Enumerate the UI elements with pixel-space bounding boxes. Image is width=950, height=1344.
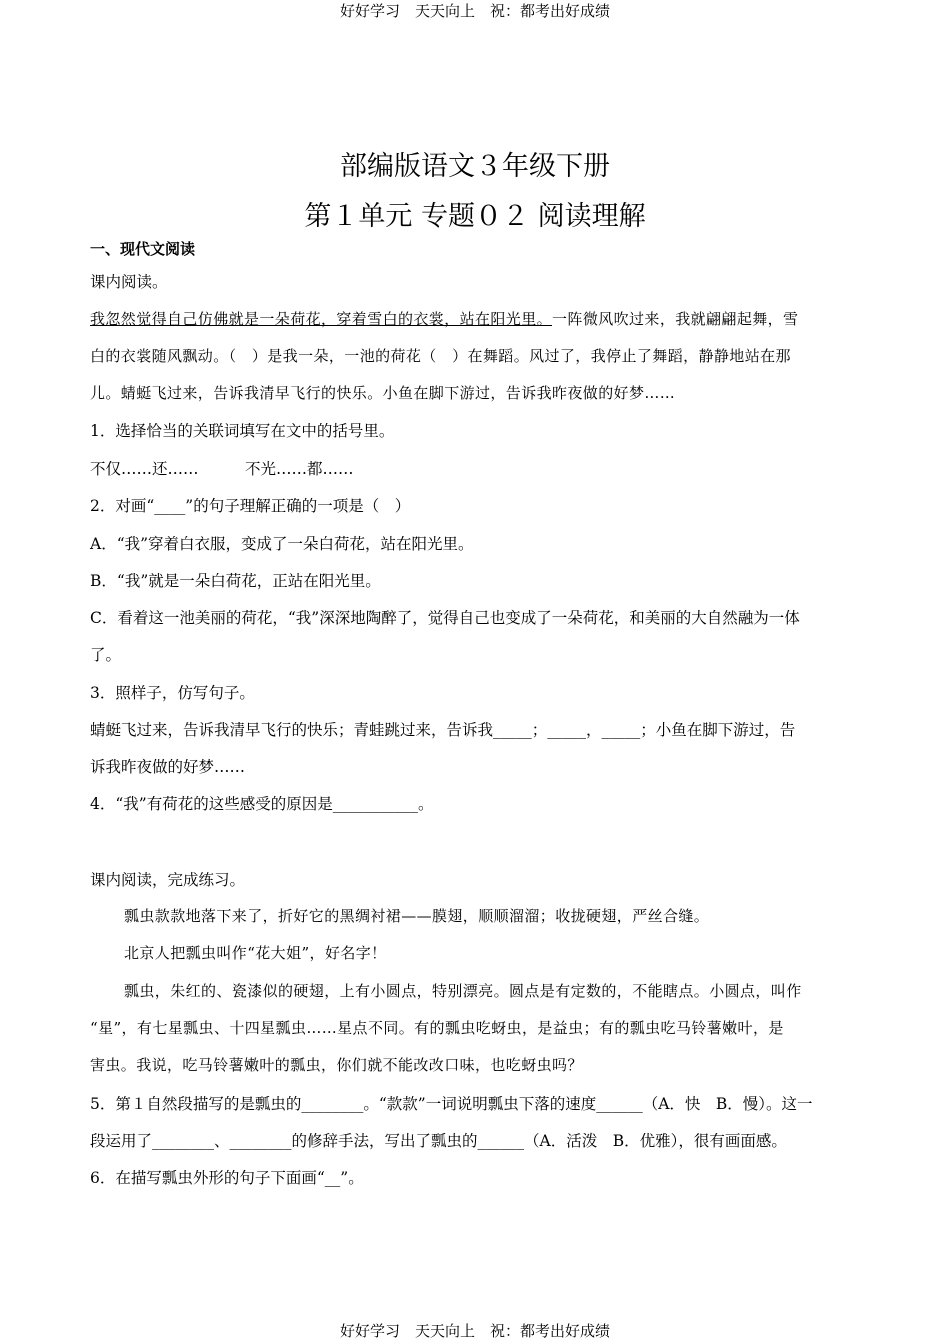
passage-paragraph: 瓢虫款款地落下来了，折好它的黑绸衬裙——膜翅，顺顺溜溜；收拢硬翅，严丝合缝。 — [124, 907, 710, 925]
passage-line: 白的衣裳随风飘动。（ ）是我一朵，一池的荷花（ ）在舞蹈。风过了，我停止了舞蹈，静静地站在那 — [90, 347, 791, 365]
reading-intro-2: 课内阅读，完成练习。 — [90, 871, 246, 889]
question-2-option-c: C．看着这一池美丽的荷花，“我”深深地陶醉了，觉得自己也变成了一朵荷花，和美丽的大自然融为一体 — [90, 609, 800, 627]
question-1: 1．选择恰当的关联词填写在文中的括号里。 — [90, 422, 395, 440]
question-1-options: 不仅……还…… 不光……都…… — [90, 460, 354, 478]
question-6: 6．在描写瓢虫外形的句子下面画“__”。 — [90, 1169, 364, 1187]
passage-paragraph: 瓢虫，朱红的、瓷漆似的硬翅，上有小圆点，特别漂亮。圆点是有定数的，不能瞎点。小圆点，叫作 — [124, 982, 802, 1000]
passage-line: “星”，有七星瓢虫、十四星瓢虫……星点不同。有的瓢虫吃蚜虫，是益虫；有的瓢虫吃马铃薯嫩叶，是 — [90, 1019, 784, 1037]
passage-line: 害虫。我说，吃马铃薯嫩叶的瓢虫，你们就不能改改口味，也吃蚜虫吗？ — [90, 1056, 583, 1074]
question-2-option-a: A．“我”穿着白衣服，变成了一朵白荷花，站在阳光里。 — [90, 535, 474, 553]
reading-intro-1: 课内阅读。 — [90, 273, 168, 291]
document-title: 部编版语文３年级下册 — [340, 151, 610, 182]
underlined-sentence: 我忽然觉得自己仿佛就是一朵荷花，穿着雪白的衣裳，站在阳光里。 — [90, 310, 553, 328]
page-header: 好好学习 天天向上 祝：都考出好成绩 — [339, 2, 610, 20]
passage-paragraph: 北京人把瓢虫叫作“花大姐”，好名字！ — [124, 944, 387, 962]
question-2-option-c-cont: 了。 — [90, 646, 122, 664]
section-heading: 一、现代文阅读 — [90, 240, 196, 258]
passage-line: 儿。蜻蜓飞过来，告诉我清早飞行的快乐。小鱼在脚下游过，告诉我昨夜做的好梦…… — [90, 384, 676, 402]
question-2-option-b: B．“我”就是一朵白荷花，正站在阳光里。 — [90, 572, 381, 590]
question-4: 4．“我”有荷花的这些感受的原因是___________。 — [90, 795, 434, 813]
page-footer: 好好学习 天天向上 祝：都考出好成绩 — [339, 1322, 610, 1340]
question-3-line: 诉我昨夜做的好梦…… — [90, 758, 246, 776]
document-subtitle: 第１单元 专题０２ 阅读理解 — [304, 201, 646, 232]
question-3-line: 蜻蜓飞过来，告诉我清早飞行的快乐；青蛙跳过来，告诉我_____；_____，_____；小鱼在脚下游过，告 — [90, 721, 796, 739]
question-2: 2．对画“____”的句子理解正确的一项是（ ） — [90, 497, 411, 515]
question-5-cont: 段运用了________、________的修辞手法，写出了瓢虫的______（A．活泼 B．优雅），很有画面感。 — [90, 1132, 787, 1150]
question-3: 3．照样子，仿写句子。 — [90, 684, 255, 702]
passage-line — [90, 308, 798, 329]
passage-text: 一阵微风吹过来，我就翩翩起舞，雪 — [552, 310, 799, 328]
question-5: 5．第１自然段描写的是瓢虫的________。“款款”一词说明瓢虫下落的速度______（A．快 B．慢）。这一 — [90, 1095, 813, 1113]
